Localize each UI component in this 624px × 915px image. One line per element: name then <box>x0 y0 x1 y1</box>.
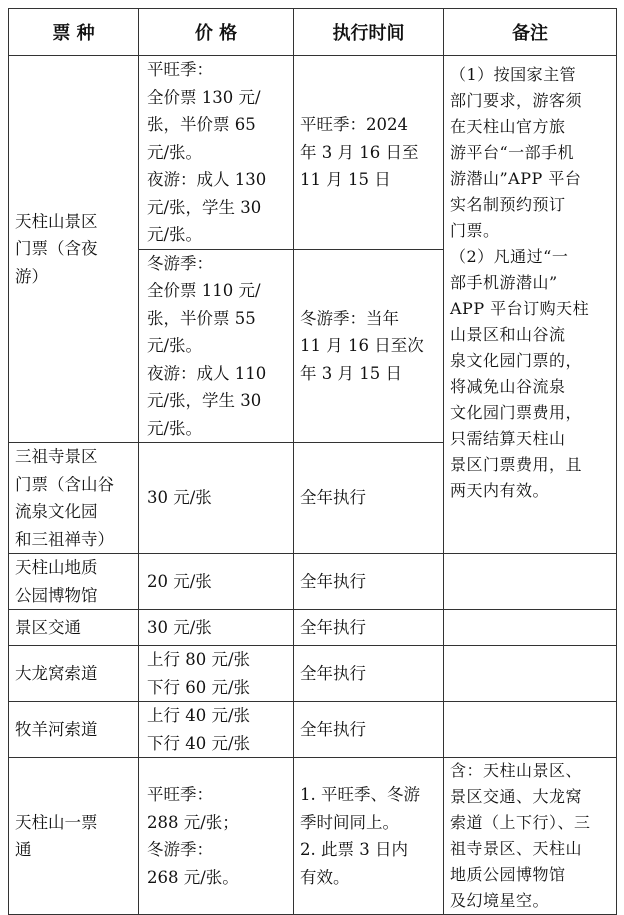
remarks-cell-empty <box>444 554 617 610</box>
header-remarks: 备注 <box>444 9 617 56</box>
ticket-type-cell: 三祖寺景区 门票（含山谷 流泉文化园 和三祖禅寺） <box>9 443 139 554</box>
price-cell: 上行 40 元/张 下行 40 元/张 <box>139 702 294 758</box>
ticket-type-cell: 天柱山一票 通 <box>9 758 139 915</box>
remarks-cell: （1）按国家主管 部门要求，游客须 在天柱山官方旅 游平台“一部手机 游潜山”APP 平台 实名制预约预订 门票。 （2）凡通过“一 部手机游潜山” APP 平台订购天柱 山景区和山谷流 泉文化园门票的， 将减免山谷流泉 文化园门票费用， 只需结算天柱山 景区门票费用，且 两天内有效。 <box>444 56 617 554</box>
table-row <box>9 56 617 250</box>
remarks-cell: 含：天柱山景区、 景区交通、大龙窝 索道（上下行）、三 祖寺景区、天柱山 地质公园博物馆 及幻境星空。 <box>444 758 617 915</box>
header-row <box>9 9 617 56</box>
table-row <box>9 702 617 758</box>
header-price: 价 格 <box>139 9 294 56</box>
price-cell: 30 元/张 <box>139 443 294 554</box>
price-cell: 平旺季： 288 元/张； 冬游季： 268 元/张。 <box>139 758 294 915</box>
remarks-cell-empty <box>444 646 617 702</box>
time-cell: 全年执行 <box>294 702 444 758</box>
ticket-type-cell: 天柱山景区 门票（含夜 游） <box>9 56 139 443</box>
table-row <box>9 758 617 915</box>
price-cell: 冬游季： 全价票 110 元/ 张，半价票 55 元/张。 夜游：成人 110 元/张，学生 30 元/张。 <box>139 249 294 443</box>
time-cell: 全年执行 <box>294 610 444 646</box>
time-cell: 全年执行 <box>294 554 444 610</box>
ticket-type-cell: 天柱山地质 公园博物馆 <box>9 554 139 610</box>
time-cell: 1. 平旺季、冬游 季时间同上。 2. 此票 3 日内 有效。 <box>294 758 444 915</box>
price-cell: 平旺季： 全价票 130 元/ 张，半价票 65 元/张。 夜游：成人 130 元/张，学生 30 元/张。 <box>139 56 294 250</box>
ticket-type-cell: 大龙窝索道 <box>9 646 139 702</box>
header-ticket-type: 票 种 <box>9 9 139 56</box>
remarks-cell-empty <box>444 702 617 758</box>
price-cell: 上行 80 元/张 下行 60 元/张 <box>139 646 294 702</box>
price-cell: 30 元/张 <box>139 610 294 646</box>
ticket-type-cell: 景区交通 <box>9 610 139 646</box>
time-cell: 冬游季：当年 11 月 16 日至次 年 3 月 15 日 <box>294 249 444 443</box>
time-cell: 全年执行 <box>294 646 444 702</box>
time-cell: 全年执行 <box>294 443 444 554</box>
table-row <box>9 646 617 702</box>
ticket-price-table <box>8 8 617 915</box>
ticket-type-cell: 牧羊河索道 <box>9 702 139 758</box>
remarks-cell-empty <box>444 610 617 646</box>
header-time: 执行时间 <box>294 9 444 56</box>
table-row <box>9 610 617 646</box>
time-cell: 平旺季：2024 年 3 月 16 日至 11 月 15 日 <box>294 56 444 250</box>
price-cell: 20 元/张 <box>139 554 294 610</box>
table-row <box>9 554 617 610</box>
